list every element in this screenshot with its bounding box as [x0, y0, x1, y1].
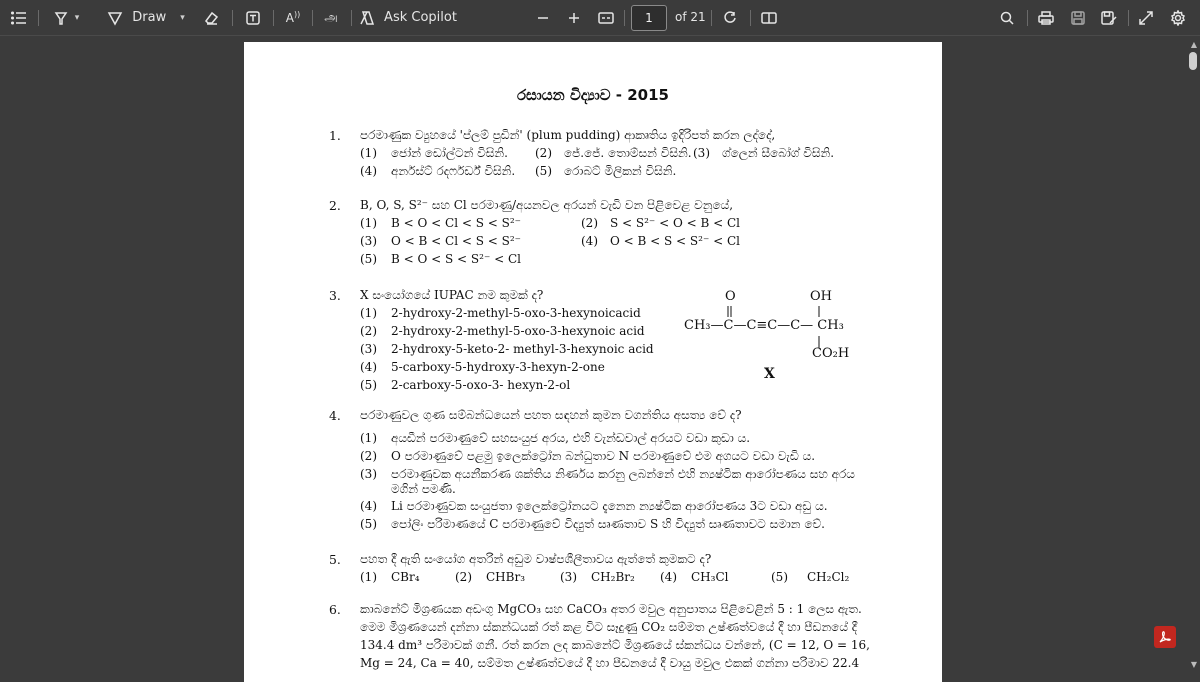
question-number: 2.	[329, 198, 341, 213]
option-number: (5)	[360, 252, 377, 266]
read-aloud-icon: A))	[285, 10, 301, 25]
question-number: 6.	[329, 602, 341, 617]
print-button[interactable]	[1035, 0, 1057, 35]
pen-icon	[107, 10, 123, 26]
save-as-button[interactable]	[1098, 0, 1120, 35]
ask-copilot-button[interactable]	[358, 0, 458, 35]
draw-tool-button[interactable]	[104, 0, 188, 35]
option-number: (3)	[360, 342, 377, 356]
scrollbar-thumb[interactable]	[1189, 52, 1197, 70]
paragraph-line: මෙම මිශ්‍රණයෙන් දන්නා ස්කන්ධයක් රත් කළ විට සෑදුණු CO₂ සම්මත උෂ්ණත්වයේ දී හා පීඩනයේ දී	[360, 620, 858, 634]
option-text: 5-carboxy-5-hydroxy-3-hexyn-2-one	[391, 360, 605, 374]
option-text: අයඩීන් පරමාණුවේ සහසංයුජ අරය, එහි වැන්ඩවාල් අරයට වඩා කුඩා ය.	[391, 431, 751, 445]
question-number: 5.	[329, 552, 341, 567]
option-number: (3)	[560, 570, 577, 584]
option-number: (1)	[360, 146, 377, 160]
option-text: රොබට් මිලිකන් විසිනි.	[564, 164, 677, 178]
copilot-icon	[359, 10, 377, 26]
option-number: (3)	[360, 234, 377, 248]
translate-icon: அ	[324, 9, 338, 24]
option-text: O < B < Cl < S < S²⁻	[391, 234, 521, 248]
option-number: (4)	[660, 570, 677, 584]
scroll-down-arrow-icon[interactable]: ▼	[1190, 660, 1197, 669]
page-number-input[interactable]: 1	[631, 5, 667, 31]
option-text: පෝලිං පරිමාණයේ C පරමාණුවේ විද්‍යුත් සෘණතාව S හි විද්‍යුත් සෘණතාවට සමාන වේ.	[391, 517, 825, 531]
carboxyl-group: CO₂H	[812, 346, 850, 361]
question-stem: X සංයෝගයේ IUPAC නම කුමක් ද?	[360, 288, 544, 302]
search-button[interactable]	[996, 0, 1018, 35]
text-box-icon	[245, 10, 261, 26]
option-number: (5)	[360, 378, 377, 392]
carbonyl-oxygen: O	[725, 289, 736, 304]
option-text: B < O < Cl < S < S²⁻	[391, 216, 521, 230]
option-number: (4)	[360, 164, 377, 178]
document-viewport[interactable]	[0, 36, 1200, 674]
option-text: CH₃Cl	[691, 570, 729, 584]
settings-button[interactable]	[1166, 0, 1190, 35]
option-number: (3)	[360, 467, 377, 481]
translate-button[interactable]	[318, 0, 344, 35]
option-number: (4)	[360, 499, 377, 513]
eraser-icon	[203, 10, 219, 26]
fit-width-icon	[598, 12, 614, 24]
option-text: B < O < S < S²⁻ < Cl	[391, 252, 521, 266]
option-text: CHBr₃	[486, 570, 526, 584]
option-number: (1)	[360, 431, 377, 445]
option-number: (3)	[693, 146, 710, 160]
save-button[interactable]	[1067, 0, 1089, 35]
option-text: ග්ලෙන් සීබෝග් විසිනි.	[722, 146, 835, 160]
option-number: (2)	[360, 449, 377, 463]
option-number: (4)	[360, 360, 377, 374]
option-number: (2)	[455, 570, 472, 584]
chevron-down-icon: ▾	[74, 12, 80, 23]
option-number: (1)	[360, 570, 377, 584]
option-text: O < B < S < S²⁻ < Cl	[610, 234, 740, 248]
eraser-button[interactable]	[198, 0, 224, 35]
question-number: 4.	[329, 408, 341, 423]
option-text: 2-hydroxy-5-keto-2- methyl-3-hexynoic acid	[391, 342, 654, 356]
option-text: O පරමාණුවේ පළමු ඉලෙක්ට්‍රෝන බන්ධුතාව N පරමාණුවේ එම අගයට වඩා වැඩි ය.	[391, 449, 816, 463]
page-view-button[interactable]	[757, 0, 781, 35]
option-number: (4)	[581, 234, 598, 248]
option-text: අර්නස්ට් රදර්ෆර්ඩ් විසිනි.	[391, 164, 516, 178]
carbon-chain: CH₃—C—C≡C—C— CH₃	[684, 318, 844, 333]
option-number: (5)	[771, 570, 788, 584]
option-number: (1)	[360, 216, 377, 230]
contents-icon[interactable]	[8, 0, 30, 35]
option-text-continued: මගින් පමණි.	[391, 482, 456, 496]
rotate-icon	[723, 11, 737, 25]
option-text: ජේ.ජේ. තොම්සන් විසිනි.	[564, 146, 692, 160]
option-text: 2-hydroxy-2-methyl-5-oxo-3-hexynoic acid	[391, 324, 645, 338]
option-text: CBr₄	[391, 570, 420, 584]
zoom-out-button[interactable]	[533, 0, 553, 35]
paragraph-line: 134.4 dm³ පරිමාවක් ගනී. රත් කරන ලද කාබනේට් මිශ්‍රණයේ ස්කන්ධය වන්නේ, (C = 12, O = 16,	[360, 638, 870, 652]
scroll-up-arrow-icon[interactable]: ▲	[1190, 40, 1197, 49]
paragraph-line: කාබනේට් මිශ්‍රණයක අඩංගු MgCO₃ සහ CaCO₃ අතර මවුල අනුපාතය පිළිවෙළින් 5 : 1 ලෙස ඇත.	[360, 602, 862, 616]
plus-icon	[568, 12, 580, 24]
option-text: 2-hydroxy-2-methyl-5-oxo-3-hexynoicacid	[391, 306, 641, 320]
question-stem: පහත දී ඇති සංයෝග අතරින් අඩුම වාෂ්පශීලීතාවය ඇත්තේ කුමකට ද?	[360, 552, 712, 566]
structure-label: X	[764, 366, 775, 382]
zoom-in-button[interactable]	[564, 0, 584, 35]
pdf-page	[244, 42, 942, 682]
option-text: S < S²⁻ < O < B < Cl	[610, 216, 740, 230]
minus-icon	[537, 12, 549, 24]
option-text: ජෝන් ඩෝල්ටන් විසිනි.	[391, 146, 508, 160]
option-text: CH₂Cl₂	[807, 570, 850, 584]
draw-label: Draw	[132, 10, 167, 25]
option-text: 2-carboxy-5-oxo-3- hexyn-2-ol	[391, 378, 571, 392]
rotate-button[interactable]	[719, 0, 741, 35]
option-text: පරමාණුවක අයනීකරණ ශක්තිය නිර්ණය කරනු ලබන්නේ එහි න්‍යෂ්ටික ආරෝපණය සහ අරය	[391, 467, 855, 481]
save-icon	[1071, 11, 1085, 25]
search-icon	[1000, 11, 1014, 25]
highlighter-icon	[53, 10, 69, 26]
vertical-scrollbar[interactable]	[1186, 36, 1200, 674]
adobe-pdf-icon[interactable]	[1154, 626, 1176, 648]
paragraph-line: Mg = 24, Ca = 40, සම්මත උෂ්ණත්වයේ දී හා පීඩනයේ දී වායු මවුල එකක් ගන්නා පරිමාව 22.4	[360, 656, 860, 670]
fullscreen-button[interactable]	[1135, 0, 1157, 35]
option-number: (2)	[535, 146, 552, 160]
question-number: 3.	[329, 288, 341, 303]
option-text: Li පරමාණුවක සංයුජතා ඉලෙක්ට්‍රෝනයට දැනෙන න්‍යෂ්ටික ආරෝපණය 3ට වඩා අඩු ය.	[391, 499, 828, 513]
hydroxyl-group: OH	[810, 289, 832, 304]
read-aloud-button[interactable]	[280, 0, 306, 35]
option-number: (2)	[581, 216, 598, 230]
option-number: (5)	[535, 164, 552, 178]
two-page-icon	[761, 11, 777, 25]
chevron-down-icon: ▾	[180, 12, 185, 23]
option-text: CH₂Br₂	[591, 570, 635, 584]
highlight-tool-button[interactable]	[46, 0, 86, 35]
fit-to-width-button[interactable]	[595, 0, 617, 35]
question-stem: පරමාණුක ව්‍යුහයේ 'ප්ලම් පුඩින්' (plum pudding) ආකෘතිය ඉදිරිපත් කරන ලද්දේ,	[360, 128, 776, 142]
save-as-icon	[1101, 11, 1117, 25]
option-number: (2)	[360, 324, 377, 338]
printer-icon	[1038, 11, 1054, 25]
add-text-button[interactable]	[240, 0, 266, 35]
option-number: (5)	[360, 517, 377, 531]
option-number: (1)	[360, 306, 377, 320]
pdf-toolbar	[0, 0, 1200, 36]
question-number: 1.	[329, 128, 341, 143]
question-stem: B, O, S, S²⁻ සහ Cl පරමාණු/අයනවල අරයන් වැඩි වන පිළිවෙළ වනුයේ,	[360, 198, 734, 212]
page-total-label: of 21	[675, 10, 706, 24]
page-title: රසායන විද්‍යාව - 2015	[516, 86, 669, 104]
gear-icon	[1170, 10, 1186, 26]
ask-copilot-label: Ask Copilot	[384, 10, 457, 25]
question-stem: පරමාණුවල ගුණ සම්බන්ධයෙන් පහත සඳහන් කුමන වගන්තිය අසත්‍ය වේ ද?	[360, 408, 742, 422]
expand-icon	[1139, 11, 1153, 25]
